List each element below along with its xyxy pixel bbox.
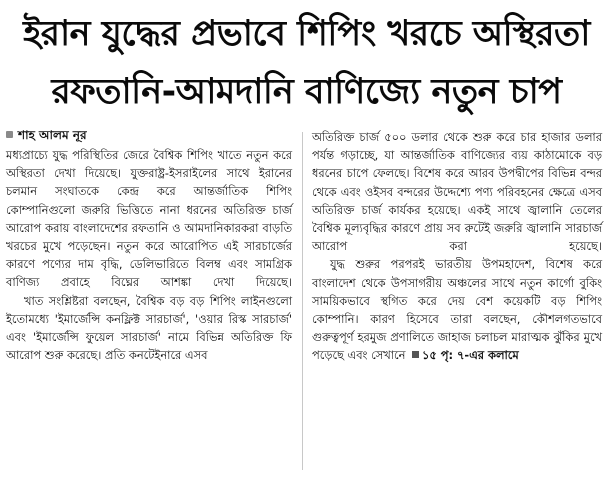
author-name: শাহ আলম নূর [18,128,87,142]
headline-line-2: রফতানি-আমদানি বাণিজ্যে নতুন চাপ [51,72,562,112]
article-column-left [6,146,292,364]
column-divider [302,132,303,470]
paragraph [312,255,602,364]
article-column-right [312,128,602,365]
byline-bullet-icon [6,131,13,138]
paragraph: মধ্যপ্রাচ্যে যুদ্ধ পরিস্থিতির জেরে বৈশ্বিক শিপিং খাতে নতুন করে অস্থিরতা দেখা দিয়েছে। যুক্তরাষ্ট্র-ইসরাইলের সাথে ইরানের চলমান সংঘাতকে কেন্দ্র করে আন্তর্জাতিক শিপিং কোম্পানিগুলো জরুরি ভিত্তিতে নানা ধরনের অতিরিক্ত চার্জ আরোপ করায় বাংলাদেশের রফতানি ও আমদানিকারকরা বাড়তি খরচের মুখে পড়েছেন। নতুন করে আরোপিত এই সারচার্জের কারণে পণ্যের দাম বৃদ্ধি, ডেলিভারিতে বিলম্ব এবং সামগ্রিক বাণিজ্য প্রবাহে বিঘ্নের আশঙ্কা দেখা দিয়েছে। [6,148,292,290]
jump-marker-icon [412,351,419,358]
paragraph-text: যুদ্ধ শুরুর পরপরই ভারতীয় উপমহাদেশ, বিশেষ করে বাংলাদেশ থেকে উপসাগরীয় অঞ্চলের সাথে নতুন কার্গো বুকিং সাময়িকভাবে স্থগিত করে দেয় বেশ কয়েকটি বড় শিপিং কোম্পানি। কারণ হিসেবে তারা বলছেন, কৌশলগতভাবে গুরুত্বপূর্ণ হরমুজ প্রণালিতে জাহাজ চলাচল মারাত্মক ঝুঁকির মুখে পড়েছে এবং সেখানে [312,257,602,363]
continuation-jump: ১৫ পৃ: ৭-এর কলামে [422,348,519,363]
byline [6,127,87,143]
paragraph: খাত সংশ্লিষ্টরা বলছেন, বৈশ্বিক বড় বড় শিপিং লাইনগুলো ইতোমধ্যে 'ইমার্জেন্সি কনফ্লিক্ট সারচার্জ', 'ওয়ার রিস্ক সারচার্জ' এবং 'ইমার্জেন্সি ফুয়েল সারচার্জ' নামে বিভিন্ন অতিরিক্ত ফি আরোপ শুরু করেছে। প্রতি কনটেইনারে এসব [6,293,292,363]
headline-line-1: ইরান যুদ্ধের প্রভাবে শিপিং খরচে অস্থিরতা [23,14,590,54]
paragraph: অতিরিক্ত চার্জ ৫০০ ডলার থেকে শুরু করে চার হাজার ডলার পর্যন্ত গড়াচ্ছে, যা আন্তর্জাতিক বাণিজ্যের ব্যয় কাঠামোকে বড় ধরনের চাপে ফেলছে। বিশেষ করে আরব উপদ্বীপের বিভিন্ন বন্দর থেকে এবং ওইসব বন্দরের উদ্দেশ্যে পণ্য পরিবহনের ক্ষেত্রে এসব অতিরিক্ত চার্জ কার্যকর হয়েছে। একই সাথে জ্বালানি তেলের বৈশ্বিক মূল্যবৃদ্ধির কারণে প্রায় সব রুটেই জরুরি জ্বালানি সারচার্জ আরোপ করা হয়েছে। [312,130,602,254]
